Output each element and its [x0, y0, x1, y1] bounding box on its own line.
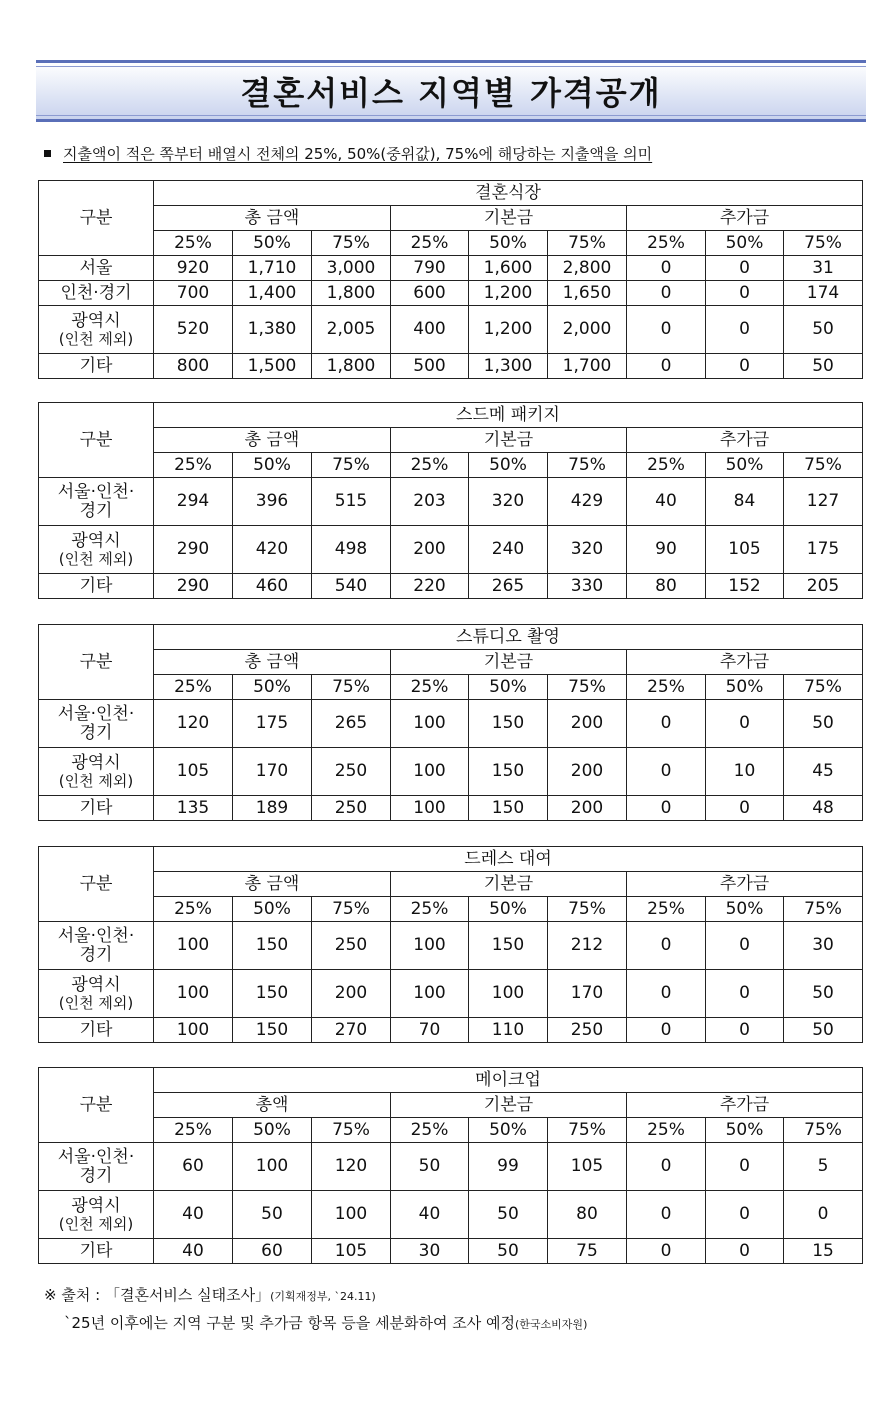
value-cell: 50 [784, 700, 863, 748]
value-cell: 3,000 [312, 256, 391, 281]
price-table [38, 1067, 863, 1264]
value-cell: 120 [154, 700, 233, 748]
region-label-line1: 기타 [79, 797, 113, 818]
value-cell: 30 [391, 1239, 469, 1264]
value-cell: 50 [784, 306, 863, 354]
group-header: 추가금 [627, 206, 863, 231]
value-cell: 48 [784, 796, 863, 821]
value-cell: 0 [627, 256, 706, 281]
region-label [39, 354, 154, 379]
value-cell: 205 [784, 574, 863, 599]
value-cell: 0 [706, 796, 784, 821]
group-header: 기본금 [391, 872, 627, 897]
percentile-header: 50% [469, 675, 548, 700]
percentile-header: 50% [233, 1118, 312, 1143]
value-cell: 150 [233, 1018, 312, 1043]
value-cell: 0 [627, 796, 706, 821]
value-cell: 700 [154, 281, 233, 306]
value-cell: 40 [627, 478, 706, 526]
region-label-line1: 광역시 [71, 752, 121, 773]
reference-mark: ※ [44, 1286, 57, 1304]
gubun-header: 구분 [39, 403, 154, 478]
table-row [39, 700, 863, 748]
value-cell: 100 [154, 1018, 233, 1043]
region-label-line1: 광역시 [71, 530, 121, 551]
value-cell: 1,500 [233, 354, 312, 379]
table-row [39, 354, 863, 379]
region-label [39, 1239, 154, 1264]
percentile-header: 50% [706, 453, 784, 478]
value-cell: 0 [627, 306, 706, 354]
table-row [39, 1239, 863, 1264]
value-cell: 150 [469, 796, 548, 821]
percentile-header: 75% [548, 897, 627, 922]
definition-note-text: 지출액이 적은 쪽부터 배열시 전체의 25%, 50%(중위값), 75%에 해당하는 지출액을 의미 [63, 144, 653, 163]
value-cell: 250 [312, 796, 391, 821]
value-cell: 100 [391, 922, 469, 970]
percentile-header: 50% [469, 897, 548, 922]
region-label-line2: (인천 제외) [58, 993, 134, 1012]
value-cell: 320 [548, 526, 627, 574]
value-cell: 400 [391, 306, 469, 354]
value-cell: 80 [627, 574, 706, 599]
value-cell: 90 [627, 526, 706, 574]
group-header: 기본금 [391, 650, 627, 675]
value-cell: 0 [627, 1143, 706, 1191]
source-plan-text: `25년 이후에는 지역 구분 및 추가금 항목 등을 세분화하여 조사 예정 [64, 1314, 516, 1332]
square-bullet-icon [44, 150, 51, 157]
value-cell: 2,005 [312, 306, 391, 354]
value-cell: 135 [154, 796, 233, 821]
percentile-header: 75% [784, 1118, 863, 1143]
region-label-line2: 경기 [79, 500, 113, 521]
table-row [39, 970, 863, 1018]
percentile-header: 75% [548, 231, 627, 256]
percentile-header: 25% [627, 1118, 706, 1143]
region-label-line2: 경기 [79, 722, 113, 743]
region-label [39, 1191, 154, 1239]
value-cell: 174 [784, 281, 863, 306]
value-cell: 0 [627, 354, 706, 379]
gubun-header: 구분 [39, 181, 154, 256]
percentile-header: 25% [154, 675, 233, 700]
region-label-line1: 서울 [79, 257, 113, 278]
region-label [39, 256, 154, 281]
source-note [44, 1282, 864, 1338]
group-header: 총 금액 [154, 206, 391, 231]
table-row [39, 796, 863, 821]
region-label-line1: 서울·인천· [57, 1146, 135, 1167]
percentile-header: 25% [391, 453, 469, 478]
value-cell: 250 [312, 748, 391, 796]
value-cell: 105 [312, 1239, 391, 1264]
value-cell: 498 [312, 526, 391, 574]
percentile-header: 25% [391, 231, 469, 256]
value-cell: 0 [627, 922, 706, 970]
region-label-line1: 광역시 [71, 310, 121, 331]
value-cell: 1,380 [233, 306, 312, 354]
value-cell: 1,300 [469, 354, 548, 379]
region-label-line1: 기타 [79, 575, 113, 596]
value-cell: 100 [312, 1191, 391, 1239]
value-cell: 540 [312, 574, 391, 599]
percentile-header: 75% [312, 897, 391, 922]
value-cell: 920 [154, 256, 233, 281]
price-table [38, 624, 863, 821]
percentile-header: 25% [154, 231, 233, 256]
gubun-header: 구분 [39, 1068, 154, 1143]
region-label-line1: 서울·인천· [57, 703, 135, 724]
title-banner [36, 60, 866, 122]
region-label [39, 478, 154, 526]
value-cell: 40 [391, 1191, 469, 1239]
table-row [39, 1018, 863, 1043]
group-header: 총 금액 [154, 872, 391, 897]
value-cell: 75 [548, 1239, 627, 1264]
region-label-line2: 경기 [79, 944, 113, 965]
value-cell: 127 [784, 478, 863, 526]
value-cell: 150 [469, 922, 548, 970]
value-cell: 50 [784, 1018, 863, 1043]
value-cell: 0 [706, 1143, 784, 1191]
table-row [39, 281, 863, 306]
region-label [39, 1143, 154, 1191]
source-doc-org: (기획재정부, `24.11) [270, 1290, 376, 1303]
percentile-header: 50% [469, 231, 548, 256]
table-row [39, 306, 863, 354]
percentile-header: 25% [627, 453, 706, 478]
value-cell: 200 [548, 748, 627, 796]
value-cell: 1,400 [233, 281, 312, 306]
percentile-header: 50% [233, 453, 312, 478]
value-cell: 600 [391, 281, 469, 306]
definition-note [44, 142, 864, 164]
source-doc: 「결혼서비스 실태조사」 [104, 1286, 271, 1304]
value-cell: 15 [784, 1239, 863, 1264]
source-plan-org: (한국소비자원) [515, 1318, 588, 1331]
value-cell: 60 [233, 1239, 312, 1264]
value-cell: 50 [784, 354, 863, 379]
table-row [39, 1143, 863, 1191]
gubun-header: 구분 [39, 847, 154, 922]
value-cell: 790 [391, 256, 469, 281]
service-title: 메이크업 [154, 1068, 863, 1093]
percentile-header: 25% [391, 1118, 469, 1143]
price-table [38, 846, 863, 1043]
value-cell: 294 [154, 478, 233, 526]
service-title: 스튜디오 촬영 [154, 625, 863, 650]
region-label-line1: 기타 [79, 1019, 113, 1040]
percentile-header: 75% [784, 453, 863, 478]
value-cell: 250 [548, 1018, 627, 1043]
value-cell: 60 [154, 1143, 233, 1191]
region-label-line1: 기타 [79, 1240, 113, 1261]
value-cell: 150 [469, 748, 548, 796]
region-label-line2: (인천 제외) [58, 329, 134, 348]
value-cell: 10 [706, 748, 784, 796]
value-cell: 150 [233, 970, 312, 1018]
region-label [39, 796, 154, 821]
value-cell: 100 [154, 970, 233, 1018]
value-cell: 200 [312, 970, 391, 1018]
value-cell: 220 [391, 574, 469, 599]
value-cell: 150 [469, 700, 548, 748]
percentile-header: 50% [469, 1118, 548, 1143]
value-cell: 99 [469, 1143, 548, 1191]
percentile-header: 25% [391, 675, 469, 700]
value-cell: 31 [784, 256, 863, 281]
region-label [39, 700, 154, 748]
percentile-header: 75% [548, 453, 627, 478]
table-row [39, 256, 863, 281]
table-row [39, 922, 863, 970]
value-cell: 1,800 [312, 354, 391, 379]
value-cell: 290 [154, 574, 233, 599]
value-cell: 0 [706, 700, 784, 748]
value-cell: 105 [706, 526, 784, 574]
value-cell: 100 [391, 970, 469, 1018]
percentile-header: 25% [391, 897, 469, 922]
region-label [39, 281, 154, 306]
value-cell: 200 [548, 796, 627, 821]
percentile-header: 75% [784, 675, 863, 700]
table-row [39, 1191, 863, 1239]
value-cell: 40 [154, 1239, 233, 1264]
value-cell: 175 [233, 700, 312, 748]
value-cell: 1,710 [233, 256, 312, 281]
value-cell: 265 [469, 574, 548, 599]
region-label [39, 922, 154, 970]
value-cell: 5 [784, 1143, 863, 1191]
region-label-line1: 기타 [79, 355, 113, 376]
percentile-header: 25% [627, 675, 706, 700]
value-cell: 240 [469, 526, 548, 574]
value-cell: 0 [706, 306, 784, 354]
value-cell: 40 [154, 1191, 233, 1239]
table-row [39, 478, 863, 526]
percentile-header: 75% [784, 231, 863, 256]
value-cell: 1,600 [469, 256, 548, 281]
value-cell: 50 [233, 1191, 312, 1239]
value-cell: 70 [391, 1018, 469, 1043]
value-cell: 203 [391, 478, 469, 526]
value-cell: 150 [233, 922, 312, 970]
value-cell: 200 [391, 526, 469, 574]
group-header: 추가금 [627, 872, 863, 897]
value-cell: 100 [233, 1143, 312, 1191]
value-cell: 1,700 [548, 354, 627, 379]
value-cell: 50 [469, 1239, 548, 1264]
value-cell: 30 [784, 922, 863, 970]
value-cell: 0 [706, 970, 784, 1018]
value-cell: 460 [233, 574, 312, 599]
value-cell: 80 [548, 1191, 627, 1239]
percentile-header: 75% [784, 897, 863, 922]
value-cell: 0 [627, 700, 706, 748]
value-cell: 105 [548, 1143, 627, 1191]
percentile-header: 25% [154, 897, 233, 922]
source-line-2 [44, 1310, 864, 1338]
value-cell: 0 [627, 1018, 706, 1043]
value-cell: 396 [233, 478, 312, 526]
percentile-header: 50% [706, 231, 784, 256]
value-cell: 84 [706, 478, 784, 526]
price-table [38, 402, 863, 599]
region-label [39, 1018, 154, 1043]
percentile-header: 75% [312, 453, 391, 478]
value-cell: 290 [154, 526, 233, 574]
value-cell: 100 [391, 700, 469, 748]
value-cell: 515 [312, 478, 391, 526]
value-cell: 0 [706, 354, 784, 379]
percentile-header: 50% [706, 675, 784, 700]
group-header: 추가금 [627, 1093, 863, 1118]
value-cell: 0 [706, 281, 784, 306]
region-label [39, 748, 154, 796]
value-cell: 500 [391, 354, 469, 379]
group-header: 기본금 [391, 206, 627, 231]
value-cell: 0 [627, 1239, 706, 1264]
region-label [39, 306, 154, 354]
value-cell: 0 [706, 1191, 784, 1239]
value-cell: 800 [154, 354, 233, 379]
service-title: 스드메 패키지 [154, 403, 863, 428]
value-cell: 100 [391, 796, 469, 821]
percentile-header: 25% [627, 231, 706, 256]
value-cell: 0 [627, 970, 706, 1018]
service-title: 결혼식장 [154, 181, 863, 206]
value-cell: 0 [706, 1239, 784, 1264]
region-label-line1: 광역시 [71, 974, 121, 995]
percentile-header: 75% [312, 1118, 391, 1143]
value-cell: 265 [312, 700, 391, 748]
value-cell: 0 [706, 1018, 784, 1043]
value-cell: 200 [548, 700, 627, 748]
percentile-header: 75% [312, 675, 391, 700]
value-cell: 1,650 [548, 281, 627, 306]
page-title: 결혼서비스 지역별 가격공개 [240, 74, 662, 112]
value-cell: 330 [548, 574, 627, 599]
region-label-line1: 서울·인천· [57, 925, 135, 946]
group-header: 총 금액 [154, 428, 391, 453]
group-header: 기본금 [391, 428, 627, 453]
region-label-line2: (인천 제외) [58, 549, 134, 568]
value-cell: 0 [627, 1191, 706, 1239]
percentile-header: 50% [233, 675, 312, 700]
percentile-header: 50% [233, 897, 312, 922]
value-cell: 100 [391, 748, 469, 796]
value-cell: 120 [312, 1143, 391, 1191]
table-row [39, 574, 863, 599]
value-cell: 170 [548, 970, 627, 1018]
percentile-header: 75% [548, 675, 627, 700]
percentile-header: 50% [233, 231, 312, 256]
value-cell: 520 [154, 306, 233, 354]
value-cell: 189 [233, 796, 312, 821]
percentile-header: 75% [548, 1118, 627, 1143]
value-cell: 2,800 [548, 256, 627, 281]
value-cell: 50 [784, 970, 863, 1018]
source-line-1 [44, 1282, 864, 1310]
value-cell: 110 [469, 1018, 548, 1043]
price-table [38, 180, 863, 379]
gubun-header: 구분 [39, 625, 154, 700]
region-label [39, 574, 154, 599]
value-cell: 0 [627, 748, 706, 796]
group-header: 총액 [154, 1093, 391, 1118]
value-cell: 45 [784, 748, 863, 796]
value-cell: 270 [312, 1018, 391, 1043]
service-title: 드레스 대여 [154, 847, 863, 872]
value-cell: 170 [233, 748, 312, 796]
value-cell: 1,800 [312, 281, 391, 306]
group-header: 총 금액 [154, 650, 391, 675]
region-label-line2: 경기 [79, 1165, 113, 1186]
value-cell: 152 [706, 574, 784, 599]
region-label [39, 526, 154, 574]
value-cell: 250 [312, 922, 391, 970]
value-cell: 0 [784, 1191, 863, 1239]
value-cell: 1,200 [469, 281, 548, 306]
value-cell: 0 [706, 256, 784, 281]
region-label-line2: (인천 제외) [58, 771, 134, 790]
table-row [39, 526, 863, 574]
percentile-header: 50% [706, 1118, 784, 1143]
value-cell: 50 [469, 1191, 548, 1239]
region-label-line2: (인천 제외) [58, 1214, 134, 1233]
value-cell: 0 [706, 922, 784, 970]
region-label [39, 970, 154, 1018]
value-cell: 0 [627, 281, 706, 306]
percentile-header: 50% [706, 897, 784, 922]
percentile-header: 75% [312, 231, 391, 256]
value-cell: 1,200 [469, 306, 548, 354]
percentile-header: 25% [627, 897, 706, 922]
value-cell: 100 [154, 922, 233, 970]
source-label: 출처 : [61, 1286, 101, 1304]
value-cell: 105 [154, 748, 233, 796]
region-label-line1: 서울·인천· [57, 481, 135, 502]
value-cell: 100 [469, 970, 548, 1018]
group-header: 추가금 [627, 428, 863, 453]
group-header: 기본금 [391, 1093, 627, 1118]
region-label-line1: 광역시 [71, 1195, 121, 1216]
value-cell: 320 [469, 478, 548, 526]
region-label-line1: 인천·경기 [60, 282, 132, 303]
value-cell: 429 [548, 478, 627, 526]
value-cell: 420 [233, 526, 312, 574]
value-cell: 50 [391, 1143, 469, 1191]
percentile-header: 25% [154, 1118, 233, 1143]
group-header: 추가금 [627, 650, 863, 675]
percentile-header: 50% [469, 453, 548, 478]
value-cell: 212 [548, 922, 627, 970]
value-cell: 2,000 [548, 306, 627, 354]
percentile-header: 25% [154, 453, 233, 478]
value-cell: 175 [784, 526, 863, 574]
table-row [39, 748, 863, 796]
